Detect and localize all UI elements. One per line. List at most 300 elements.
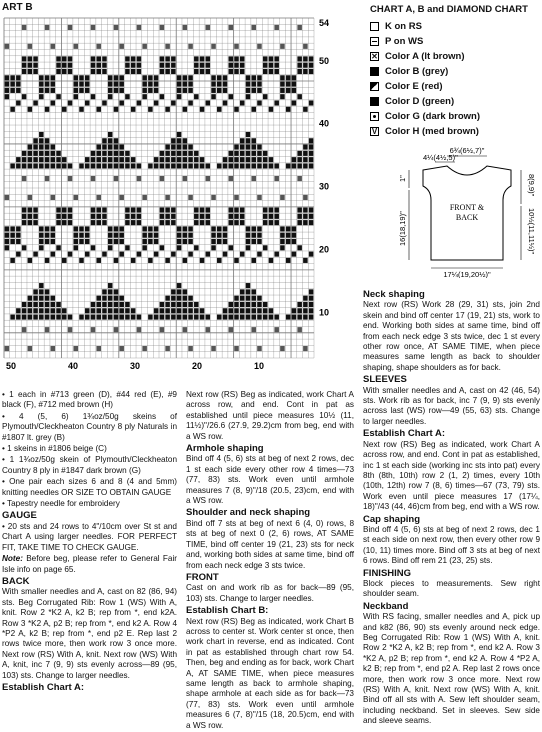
chart-cell xyxy=(177,157,182,162)
chart-cell xyxy=(309,315,314,320)
chart-cell xyxy=(96,145,101,150)
chart-cell xyxy=(194,94,199,99)
chart-cell xyxy=(269,207,274,212)
chart-cell xyxy=(22,63,27,68)
chart-cell xyxy=(234,145,239,150)
chart-cell xyxy=(10,226,15,231)
chart-cell xyxy=(102,63,107,68)
chart-cell xyxy=(234,214,239,219)
chart-cell xyxy=(22,207,27,212)
chart-cell xyxy=(51,163,56,168)
chart-cell xyxy=(246,145,251,150)
chart-cell xyxy=(211,233,216,238)
chart-cell xyxy=(73,88,78,93)
half-square-icon xyxy=(370,82,379,91)
chart-cell xyxy=(228,157,233,162)
chart-cell xyxy=(251,107,256,112)
chart-cell xyxy=(183,233,188,238)
chart-cell xyxy=(114,157,119,162)
chart-cell xyxy=(33,315,38,320)
chart-cell xyxy=(183,157,188,162)
stitch-number: 20 xyxy=(192,361,203,371)
chart-cell xyxy=(217,88,222,93)
chart-cell xyxy=(131,63,136,68)
chart-cell xyxy=(22,315,27,320)
chart-cell xyxy=(211,88,216,93)
chart-cell xyxy=(246,245,251,250)
chart-cell xyxy=(102,315,107,320)
material-item: • 1 1¾oz/50g skein of Plymouth/Cleckheaton Country 8 ply in #1847 dark brown (G) xyxy=(2,455,177,475)
chart-cell xyxy=(125,207,130,212)
chart-cell xyxy=(269,258,274,263)
chart-cell xyxy=(251,157,256,162)
chart-cell xyxy=(188,44,193,49)
chart-cell xyxy=(142,82,147,87)
chart-cell xyxy=(206,315,211,320)
chart-cell xyxy=(28,163,33,168)
chart-cell xyxy=(200,56,205,61)
chart-cell xyxy=(5,226,10,231)
chart-cell xyxy=(154,239,159,244)
establish-chart-b-text: Next row (RS) Beg as indicated, work Chart B across to center st. Work center st once, then work chart in reverse, end as indicated. Cont in pat as established through chart row 54. Then, beg and ending as for back, work Chart A, AT SAME TIME, when piece measures same length as back to armhole shaping, shape armhole at each side as for back—73 (77, 83) sts. Work even until armhole measures 6 (7, 8)"/15 (18, 20.5)cm, end with a WS row. xyxy=(186,616,354,730)
chart-cell xyxy=(188,75,193,80)
chart-cell xyxy=(148,163,153,168)
chart-cell xyxy=(177,88,182,93)
chart-cell xyxy=(114,176,119,181)
chart-cell xyxy=(5,346,10,351)
chart-cell xyxy=(45,82,50,87)
chart-cell xyxy=(188,100,193,105)
chart-cell xyxy=(303,69,308,74)
chart-cell xyxy=(137,315,142,320)
chart-cell xyxy=(108,302,113,307)
chart-cell xyxy=(56,214,61,219)
shoulder-text: Bind off 7 sts at beg of next 6 (4, 0) rows, 8 sts at beg of next 0 (2, 6) rows, AT SAME TIME, bind off center 19 (21, 23) sts for neck and, working both sides at same time, bind off from each neck edge 3 sts twice. xyxy=(186,518,354,570)
chart-cell xyxy=(137,163,142,168)
chart-cell xyxy=(200,315,205,320)
chart-cell xyxy=(183,327,188,332)
chart-cell xyxy=(33,145,38,150)
chart-cell xyxy=(96,151,101,156)
chart-cell xyxy=(51,296,56,301)
chart-cell xyxy=(257,75,262,80)
chart-cell xyxy=(114,308,119,313)
chart-cell xyxy=(16,226,21,231)
chart-cell xyxy=(251,176,256,181)
chart-cell xyxy=(177,233,182,238)
chart-cell xyxy=(280,75,285,80)
chart-cell xyxy=(228,327,233,332)
chart-cell xyxy=(114,107,119,112)
chart-cell xyxy=(85,75,90,80)
row-number: 54 xyxy=(319,18,330,28)
chart-cell xyxy=(297,56,302,61)
chart-cell xyxy=(292,252,297,257)
chart-cell xyxy=(154,100,159,105)
chart-cell xyxy=(211,226,216,231)
chart-cell xyxy=(56,69,61,74)
chart-cell xyxy=(51,302,56,307)
chart-cell xyxy=(297,151,302,156)
chart-cell xyxy=(85,88,90,93)
chart-cell xyxy=(297,176,302,181)
chart-cell xyxy=(228,214,233,219)
chart-cell xyxy=(45,233,50,238)
chart-cell xyxy=(96,107,101,112)
chart-cell xyxy=(200,220,205,225)
chart-cell xyxy=(183,315,188,320)
filled-square-icon xyxy=(370,67,379,76)
key-row xyxy=(370,34,540,49)
chart-cell xyxy=(85,233,90,238)
chart-cell xyxy=(240,207,245,212)
chart-cell xyxy=(240,308,245,313)
chart-cell xyxy=(171,138,176,143)
chart-cell xyxy=(108,163,113,168)
chart-cell xyxy=(246,138,251,143)
chart-cell xyxy=(292,315,297,320)
chart-cell xyxy=(45,239,50,244)
chart-cell xyxy=(142,346,147,351)
chart-cell xyxy=(114,302,119,307)
chart-cell xyxy=(28,346,33,351)
chart-cell xyxy=(62,308,67,313)
chart-cell xyxy=(137,100,142,105)
chart-title: ART B xyxy=(2,2,33,13)
chart-cell xyxy=(223,233,228,238)
chart-cell xyxy=(257,302,262,307)
chart-cell xyxy=(165,207,170,212)
chart-cell xyxy=(240,157,245,162)
chart-cell xyxy=(22,94,27,99)
chart-cell xyxy=(39,138,44,143)
chart-cell xyxy=(45,163,50,168)
chart-cell xyxy=(160,327,165,332)
chart-cell xyxy=(68,252,73,257)
chart-cell xyxy=(33,289,38,294)
chart-cell xyxy=(263,157,268,162)
chart-cell xyxy=(125,315,130,320)
chart-cell xyxy=(119,315,124,320)
chart-cell xyxy=(125,163,130,168)
chart-cell xyxy=(303,296,308,301)
chart-cell xyxy=(10,233,15,238)
chart-cell xyxy=(108,308,113,313)
chart-cell xyxy=(165,308,170,313)
chart-cell xyxy=(73,195,78,200)
chart-cell xyxy=(297,327,302,332)
chart-cell xyxy=(263,56,268,61)
chart-cell xyxy=(309,289,314,294)
x-symbol-icon: ✕ xyxy=(371,52,378,61)
chart-cell xyxy=(119,100,124,105)
chart-cell xyxy=(269,214,274,219)
chart-cell xyxy=(125,151,130,156)
chart-cell xyxy=(114,315,119,320)
chart-cell xyxy=(309,145,314,150)
chart-cell xyxy=(62,315,67,320)
chart-cell xyxy=(200,258,205,263)
chart-cell xyxy=(79,226,84,231)
cap-shaping-heading: Cap shaping xyxy=(363,513,421,525)
chart-cell xyxy=(28,220,33,225)
chart-cell xyxy=(297,25,302,30)
chart-cell xyxy=(171,289,176,294)
chart-cell xyxy=(85,226,90,231)
chart-a-text: Next row (RS) Beg as indicated, work Chart A across row, and end. Cont in pat as established until piece measures 10½ (11, 11½)"/26.6 (27.9, 29.2)cm from beg, end with a WS row. xyxy=(186,390,354,441)
chart-cell xyxy=(142,239,147,244)
chart-cell xyxy=(56,56,61,61)
chart-cell xyxy=(188,239,193,244)
chart-cell xyxy=(68,25,73,30)
chart-cell xyxy=(33,308,38,313)
chart-cell xyxy=(5,245,10,250)
chart-cell xyxy=(303,207,308,212)
chart-cell xyxy=(228,94,233,99)
note-label: Note: xyxy=(2,554,23,564)
chart-cell xyxy=(114,296,119,301)
chart-cell xyxy=(194,163,199,168)
chart-cell xyxy=(177,245,182,250)
chart-cell xyxy=(217,226,222,231)
chart-cell xyxy=(251,88,256,93)
chart-cell xyxy=(39,94,44,99)
chart-cell xyxy=(62,107,67,112)
chart-cell xyxy=(28,195,33,200)
chart-cell xyxy=(45,296,50,301)
chart-cell xyxy=(56,302,61,307)
chart-cell xyxy=(223,163,228,168)
stitch-number: 50 xyxy=(6,361,17,371)
chart-cell xyxy=(280,245,285,250)
cap-shaping-text: Bind off 4 (5, 6) sts at beg of next 2 rows, dec 1 st each side on next row, then every other row 9 (10, 11) times more. Bind off 3 sts at beg of next 6 rows. Bind off rem 21 (23, 25) sts. xyxy=(363,524,540,566)
chart-cell xyxy=(263,69,268,74)
chart-cell xyxy=(96,56,101,61)
chart-cell xyxy=(217,258,222,263)
chart-cell xyxy=(240,220,245,225)
chart-cell xyxy=(257,315,262,320)
chart-cell xyxy=(91,176,96,181)
chart-cell xyxy=(194,220,199,225)
key-label: Color A (lt brown) xyxy=(385,51,465,62)
chart-cell xyxy=(96,220,101,225)
chart-cell xyxy=(183,82,188,87)
chart-cell xyxy=(194,315,199,320)
chart-cell xyxy=(62,258,67,263)
chart-cell xyxy=(240,145,245,150)
chart-cell xyxy=(165,69,170,74)
chart-cell xyxy=(22,214,27,219)
neckband-heading: Neckband xyxy=(363,600,409,612)
chart-cell xyxy=(16,252,21,257)
chart-cell xyxy=(206,69,211,74)
chart-cell xyxy=(211,75,216,80)
key-row xyxy=(370,94,540,109)
dot-symbol-icon xyxy=(370,112,379,121)
chart-cell xyxy=(56,151,61,156)
chart-cell xyxy=(228,308,233,313)
stitch-number: 10 xyxy=(254,361,265,371)
key-row xyxy=(370,49,540,64)
chart-cell xyxy=(228,245,233,250)
chart-cell xyxy=(85,100,90,105)
chart-cell xyxy=(188,151,193,156)
chart-cell xyxy=(240,63,245,68)
key-row xyxy=(370,124,540,139)
chart-cell xyxy=(51,195,56,200)
chart-cell xyxy=(137,252,142,257)
chart-cell xyxy=(154,252,159,257)
chart-cell xyxy=(251,25,256,30)
chart-cell xyxy=(33,207,38,212)
chart-cell xyxy=(68,327,73,332)
chart-cell xyxy=(45,327,50,332)
chart-cell xyxy=(102,214,107,219)
chart-cell xyxy=(263,302,268,307)
chart-cell xyxy=(206,252,211,257)
chart-cell xyxy=(165,56,170,61)
chart-cell xyxy=(246,132,251,137)
chart-cell xyxy=(165,220,170,225)
chart-cell xyxy=(96,157,101,162)
chart-cell xyxy=(171,207,176,212)
chart-cell xyxy=(200,69,205,74)
chart-cell xyxy=(286,75,291,80)
chart-cell xyxy=(246,289,251,294)
key-label: Color B (grey) xyxy=(385,66,449,77)
chart-cell xyxy=(303,44,308,49)
chart-cell xyxy=(62,69,67,74)
chart-cell xyxy=(10,258,15,263)
chart-cell xyxy=(39,302,44,307)
chart-cell xyxy=(188,296,193,301)
chart-cell xyxy=(114,151,119,156)
chart-cell xyxy=(125,94,130,99)
chart-cell xyxy=(39,296,44,301)
chart-cell xyxy=(240,214,245,219)
chart-cell xyxy=(154,82,159,87)
chart-cell xyxy=(125,63,130,68)
chart-cell xyxy=(22,163,27,168)
chart-cell xyxy=(200,214,205,219)
chart-cell xyxy=(269,308,274,313)
chart-cell xyxy=(102,296,107,301)
chart-cell xyxy=(79,239,84,244)
chart-cell xyxy=(45,138,50,143)
chart-cell xyxy=(68,220,73,225)
chart-cell xyxy=(171,56,176,61)
chart-cell xyxy=(303,195,308,200)
chart-cell xyxy=(28,207,33,212)
material-item: • 4 (5, 6) 1¾oz/50g skeins of Plymouth/Cleckheaton Country 8 ply Naturals in #1807 lt. grey (B) xyxy=(2,411,177,442)
chart-cell xyxy=(33,163,38,168)
row-number: 50 xyxy=(319,55,330,66)
chart-cell xyxy=(234,157,239,162)
chart-cell xyxy=(223,308,228,313)
row-number: 20 xyxy=(319,244,330,255)
chart-cell xyxy=(16,163,21,168)
chart-cell xyxy=(39,233,44,238)
chart-cell xyxy=(280,226,285,231)
chart-cell xyxy=(228,25,233,30)
chart-cell xyxy=(79,258,84,263)
chart-cell xyxy=(108,132,113,137)
chart-cell xyxy=(102,207,107,212)
chart-cell xyxy=(274,100,279,105)
chart-cell xyxy=(188,252,193,257)
chart-cell xyxy=(309,296,314,301)
chart-cell xyxy=(114,233,119,238)
chart-cell xyxy=(171,252,176,257)
chart-cell xyxy=(286,226,291,231)
chart-cell xyxy=(62,214,67,219)
chart-cell xyxy=(22,308,27,313)
chart-cell xyxy=(108,283,113,288)
chart-cell xyxy=(91,207,96,212)
chart-cell xyxy=(309,220,314,225)
chart-cell xyxy=(33,296,38,301)
chart-cell xyxy=(251,226,256,231)
chart-cell xyxy=(96,258,101,263)
chart-cell xyxy=(28,69,33,74)
chart-cell xyxy=(188,145,193,150)
chart-cell xyxy=(51,82,56,87)
chart-cell xyxy=(160,176,165,181)
chart-cell xyxy=(142,75,147,80)
note-paragraph xyxy=(2,554,177,575)
chart-cell xyxy=(194,157,199,162)
chart-cell xyxy=(309,69,314,74)
chart-cell xyxy=(102,69,107,74)
chart-cell xyxy=(206,327,211,332)
chart-cell xyxy=(114,88,119,93)
chart-cell xyxy=(39,289,44,294)
chart-cell xyxy=(114,239,119,244)
establish-chart-a-heading: Establish Chart A: xyxy=(2,681,84,693)
chart-cell xyxy=(188,163,193,168)
chart-cell xyxy=(16,233,21,238)
dim-right-lower: 10½(11,11½)" xyxy=(527,208,536,255)
chart-cell xyxy=(234,220,239,225)
chart-cell xyxy=(240,163,245,168)
chart-cell xyxy=(257,163,262,168)
chart-gridlines xyxy=(4,18,314,358)
chart-cell xyxy=(211,195,216,200)
chart-cell xyxy=(183,258,188,263)
chart-cell xyxy=(39,88,44,93)
chart-cell xyxy=(234,69,239,74)
chart-cell xyxy=(292,163,297,168)
chart-cell xyxy=(137,214,142,219)
chart-cell xyxy=(148,239,153,244)
chart-cell xyxy=(102,220,107,225)
chart-cell xyxy=(297,69,302,74)
chart-cell xyxy=(188,157,193,162)
chart-cell xyxy=(51,239,56,244)
chart-cell xyxy=(171,63,176,68)
chart-cell xyxy=(234,302,239,307)
chart-cell xyxy=(303,157,308,162)
chart-cell xyxy=(183,163,188,168)
sleeves-text: With smaller needles and A, cast on 42 (46, 54) sts. Work rib as for back, inc 7 (9, 9) sts evenly across last (WS) row—49 (55, 63) sts. Change to larger needles. xyxy=(363,385,540,426)
dim-right-upper: 8(9,9)" xyxy=(527,174,536,197)
chart-cell xyxy=(188,315,193,320)
chart-cell xyxy=(274,252,279,257)
chart-cell xyxy=(188,88,193,93)
chart-cell xyxy=(85,82,90,87)
chart-cell xyxy=(274,63,279,68)
chart-cell xyxy=(114,327,119,332)
